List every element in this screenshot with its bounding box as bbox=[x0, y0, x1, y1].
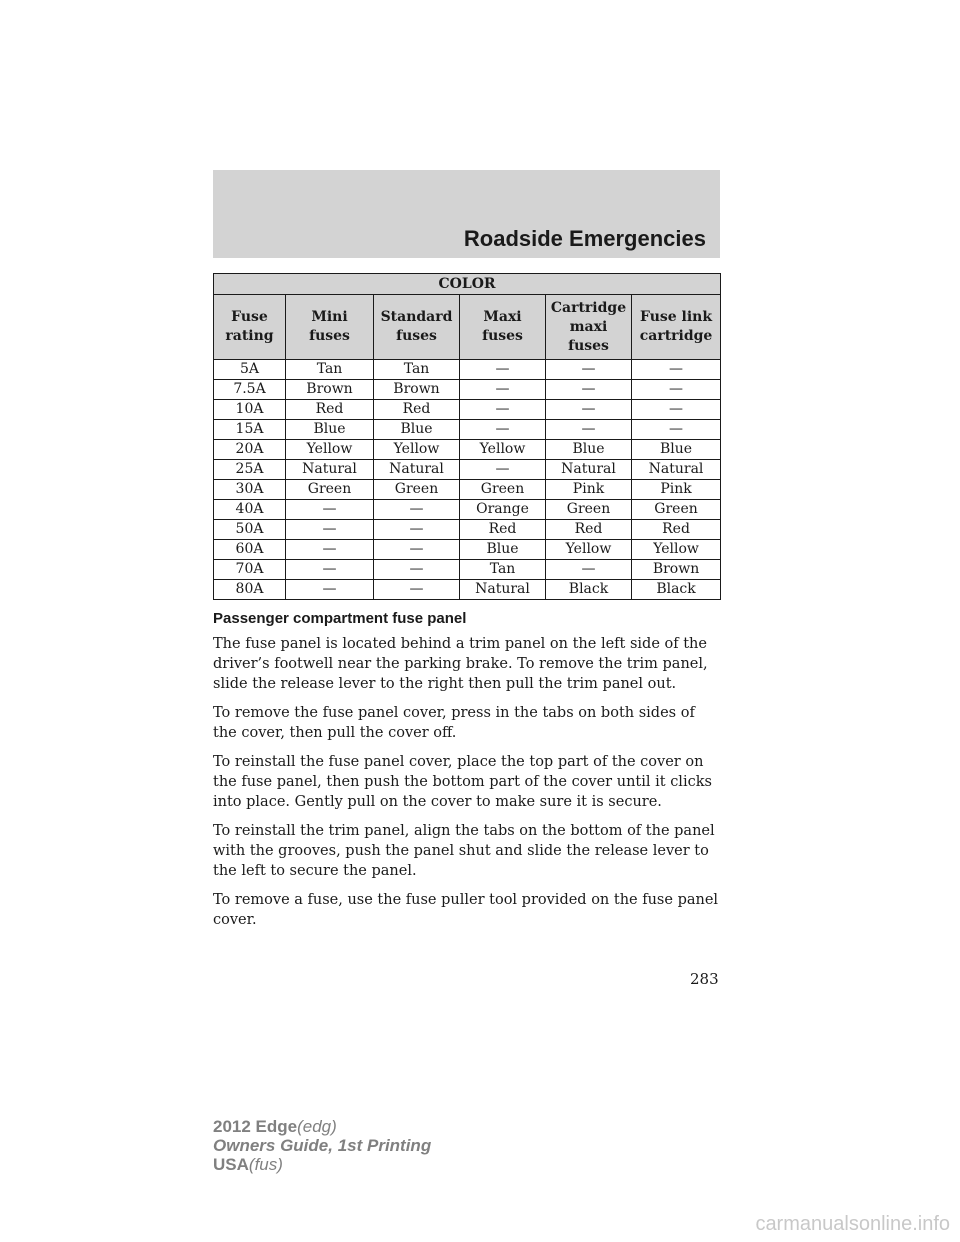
table-cell: Blue bbox=[286, 420, 374, 440]
footer-model-code: (edg) bbox=[297, 1117, 337, 1136]
table-cell: Yellow bbox=[632, 540, 721, 560]
column-header bbox=[546, 295, 632, 360]
fuse-rating-cell: 40A bbox=[214, 500, 286, 520]
table-cell: Blue bbox=[546, 440, 632, 460]
table-cell: Natural bbox=[286, 460, 374, 480]
section-header-band bbox=[213, 170, 720, 258]
table-cell: Tan bbox=[460, 560, 546, 580]
table-cell: Black bbox=[546, 580, 632, 600]
table-cell: — bbox=[546, 360, 632, 380]
footer-region: USA bbox=[213, 1155, 249, 1174]
table-cell: — bbox=[546, 380, 632, 400]
table-cell: Red bbox=[374, 400, 460, 420]
section-title: Roadside Emergencies bbox=[463, 226, 706, 251]
page-number: 283 bbox=[690, 970, 719, 988]
table-cell: Yellow bbox=[286, 440, 374, 460]
document-footer bbox=[213, 1117, 431, 1174]
fuse-rating-cell: 7.5A bbox=[214, 380, 286, 400]
table-cell: — bbox=[546, 420, 632, 440]
paragraph: To reinstall the fuse panel cover, place the top part of the cover on the fuse panel, then push the bottom part of the cover until it clicks into place. Gently pull on the cover to make sure it is secure. bbox=[213, 754, 712, 810]
table-cell: Red bbox=[632, 520, 721, 540]
table-row bbox=[214, 380, 721, 400]
table-cell: Brown bbox=[632, 560, 721, 580]
table-cell: — bbox=[460, 360, 546, 380]
table-cell: — bbox=[632, 400, 721, 420]
fuse-rating-cell: 5A bbox=[214, 360, 286, 380]
section-heading: Passenger compartment fuse panel bbox=[213, 610, 467, 627]
table-cell: Pink bbox=[632, 480, 721, 500]
table-cell: Natural bbox=[546, 460, 632, 480]
table-row bbox=[214, 500, 721, 520]
table-cell: Red bbox=[460, 520, 546, 540]
table-cell: Brown bbox=[286, 380, 374, 400]
table-cell: — bbox=[286, 540, 374, 560]
table-cell: — bbox=[286, 560, 374, 580]
table-row bbox=[214, 480, 721, 500]
table-cell: Tan bbox=[286, 360, 374, 380]
table-cell: — bbox=[460, 380, 546, 400]
fuse-rating-cell: 10A bbox=[214, 400, 286, 420]
column-header-line: Maxi bbox=[483, 309, 522, 325]
table-group-header: COLOR bbox=[214, 274, 721, 295]
table-cell: — bbox=[460, 460, 546, 480]
table-cell: Natural bbox=[374, 460, 460, 480]
column-header-line: rating bbox=[225, 328, 274, 344]
table-cell: — bbox=[632, 360, 721, 380]
table-cell: Natural bbox=[460, 580, 546, 600]
fuse-rating-cell: 15A bbox=[214, 420, 286, 440]
column-header-line: fuses bbox=[396, 328, 437, 344]
column-header-line: Fuse link bbox=[640, 309, 713, 325]
fuse-rating-cell: 30A bbox=[214, 480, 286, 500]
footer-printing: Owners Guide, 1st Printing bbox=[213, 1136, 432, 1155]
column-header-line: fuses bbox=[568, 337, 609, 354]
table-cell: Natural bbox=[632, 460, 721, 480]
column-header-line: cartridge bbox=[639, 328, 713, 344]
footer-line-2 bbox=[213, 1136, 431, 1155]
table-row bbox=[214, 560, 721, 580]
table-cell: Green bbox=[374, 480, 460, 500]
table-row bbox=[214, 440, 721, 460]
table-cell: — bbox=[286, 500, 374, 520]
table-cell: Green bbox=[632, 500, 721, 520]
paragraph: To remove a fuse, use the fuse puller tool provided on the fuse panel cover. bbox=[213, 892, 719, 928]
table-cell: Green bbox=[460, 480, 546, 500]
table-cell: — bbox=[374, 560, 460, 580]
table-cell: Red bbox=[546, 520, 632, 540]
column-header bbox=[214, 295, 286, 360]
table-cell: Blue bbox=[632, 440, 721, 460]
fuse-rating-cell: 80A bbox=[214, 580, 286, 600]
table-cell: Green bbox=[546, 500, 632, 520]
table-row bbox=[214, 360, 721, 380]
fuse-rating-cell: 70A bbox=[214, 560, 286, 580]
column-header-line: Standard bbox=[380, 309, 453, 325]
table-cell: — bbox=[374, 520, 460, 540]
fuse-rating-cell: 25A bbox=[214, 460, 286, 480]
paragraph: To remove the fuse panel cover, press in the tabs on both sides of the cover, then pull the cover off. bbox=[213, 705, 695, 741]
table-row bbox=[214, 460, 721, 480]
column-header bbox=[632, 295, 721, 360]
table-cell: Yellow bbox=[374, 440, 460, 460]
table-row bbox=[214, 540, 721, 560]
table-cell: — bbox=[460, 420, 546, 440]
watermark: carmanualsonline.info bbox=[755, 1213, 950, 1235]
table-cell: — bbox=[286, 580, 374, 600]
table-cell: — bbox=[374, 580, 460, 600]
table-row bbox=[214, 420, 721, 440]
table-cell: — bbox=[632, 380, 721, 400]
table-cell: — bbox=[374, 500, 460, 520]
column-header-line: maxi bbox=[569, 318, 608, 335]
column-header-line: fuses bbox=[482, 328, 523, 344]
fuse-rating-cell: 20A bbox=[214, 440, 286, 460]
table-cell: — bbox=[374, 540, 460, 560]
column-header-line: Mini bbox=[311, 309, 348, 325]
column-header-line: Cartridge bbox=[550, 299, 627, 316]
column-header-line: fuses bbox=[309, 328, 350, 344]
table-row bbox=[214, 400, 721, 420]
table-cell: Red bbox=[286, 400, 374, 420]
table-cell: Yellow bbox=[546, 540, 632, 560]
table-cell: Green bbox=[286, 480, 374, 500]
table-cell: Brown bbox=[374, 380, 460, 400]
table-row bbox=[214, 520, 721, 540]
footer-region-code: (fus) bbox=[248, 1155, 283, 1174]
footer-line-1 bbox=[213, 1117, 431, 1136]
column-header bbox=[460, 295, 546, 360]
footer-model: 2012 Edge bbox=[213, 1117, 298, 1136]
table-cell: — bbox=[286, 520, 374, 540]
column-header bbox=[374, 295, 460, 360]
fuse-rating-cell: 60A bbox=[214, 540, 286, 560]
table-cell: Black bbox=[632, 580, 721, 600]
table-row bbox=[214, 580, 721, 600]
table-cell: Blue bbox=[460, 540, 546, 560]
column-header bbox=[286, 295, 374, 360]
table-cell: Orange bbox=[460, 500, 546, 520]
fuse-color-table bbox=[213, 273, 721, 600]
table-cell: — bbox=[546, 560, 632, 580]
table-cell: — bbox=[632, 420, 721, 440]
table-cell: — bbox=[460, 400, 546, 420]
paragraph: The fuse panel is located behind a trim panel on the left side of the driver’s footwell near the parking brake. To remove the trim panel, slide the release lever to the right then pull the trim panel out. bbox=[213, 636, 708, 692]
table-cell: Yellow bbox=[460, 440, 546, 460]
table-cell: Blue bbox=[374, 420, 460, 440]
column-header-line: Fuse bbox=[231, 309, 268, 325]
body-text bbox=[213, 634, 723, 939]
table-cell: Tan bbox=[374, 360, 460, 380]
table-cell: — bbox=[546, 400, 632, 420]
paragraph: To reinstall the trim panel, align the tabs on the bottom of the panel with the grooves, push the panel shut and slide the release lever to the left to secure the panel. bbox=[213, 823, 715, 879]
footer-line-3 bbox=[213, 1155, 431, 1174]
table-cell: Pink bbox=[546, 480, 632, 500]
fuse-rating-cell: 50A bbox=[214, 520, 286, 540]
